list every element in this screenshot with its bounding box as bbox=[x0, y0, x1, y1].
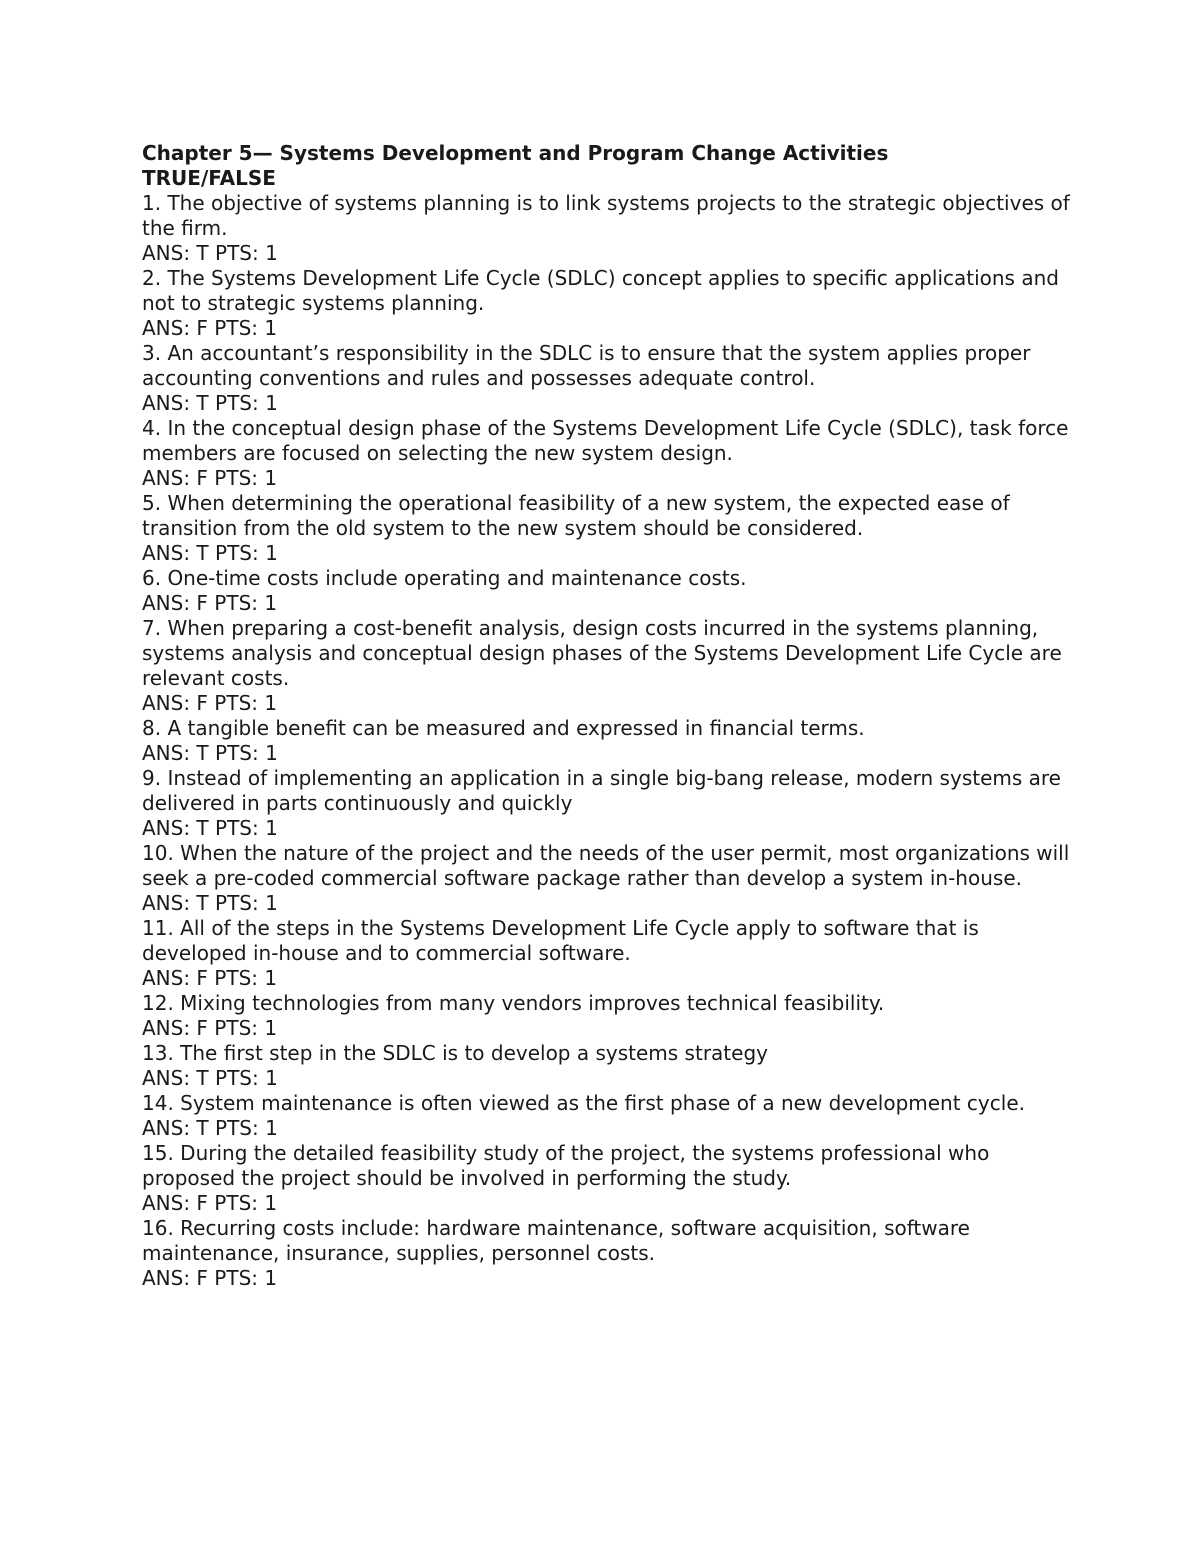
question-text: 8. A tangible benefit can be measured and expressed in financial terms. bbox=[142, 716, 865, 740]
question-text: 7. When preparing a cost-benefit analysis, design costs incurred in the systems planning, systems analysis and conceptual design phases of the Systems Development Life Cycle are relevant costs. bbox=[142, 616, 1062, 690]
answer-line: ANS: T PTS: 1 bbox=[142, 891, 278, 915]
question-text: 1. The objective of systems planning is to link systems projects to the strategic objectives of the firm. bbox=[142, 191, 1070, 240]
answer-line: ANS: T PTS: 1 bbox=[142, 391, 278, 415]
question-item bbox=[142, 616, 1082, 716]
question-item bbox=[142, 191, 1082, 266]
answer-line: ANS: F PTS: 1 bbox=[142, 316, 278, 340]
question-text: 15. During the detailed feasibility study of the project, the systems professional who proposed the project should be involved in performing the study. bbox=[142, 1141, 990, 1190]
answer-line: ANS: F PTS: 1 bbox=[142, 1191, 278, 1215]
question-item bbox=[142, 1091, 1082, 1141]
question-text: 3. An accountant’s responsibility in the SDLC is to ensure that the system applies proper accounting conventions and rules and possesses adequate control. bbox=[142, 341, 1031, 390]
question-item bbox=[142, 1041, 1082, 1091]
section-heading: TRUE/FALSE bbox=[142, 166, 276, 190]
question-item bbox=[142, 841, 1082, 916]
question-item bbox=[142, 341, 1082, 416]
question-text: 4. In the conceptual design phase of the Systems Development Life Cycle (SDLC), task force members are focused on selecting the new system design. bbox=[142, 416, 1069, 465]
question-item bbox=[142, 916, 1082, 991]
question-text: 12. Mixing technologies from many vendors improves technical feasibility. bbox=[142, 991, 885, 1015]
answer-line: ANS: F PTS: 1 bbox=[142, 1016, 278, 1040]
question-text: 2. The Systems Development Life Cycle (SDLC) concept applies to specific applications and not to strategic systems planning. bbox=[142, 266, 1059, 315]
answer-line: ANS: F PTS: 1 bbox=[142, 466, 278, 490]
question-item bbox=[142, 416, 1082, 491]
question-list bbox=[142, 191, 1082, 1291]
question-text: 16. Recurring costs include: hardware maintenance, software acquisition, software maintenance, insurance, supplies, personnel costs. bbox=[142, 1216, 970, 1265]
question-item bbox=[142, 566, 1082, 616]
answer-line: ANS: F PTS: 1 bbox=[142, 691, 278, 715]
answer-line: ANS: T PTS: 1 bbox=[142, 541, 278, 565]
answer-line: ANS: F PTS: 1 bbox=[142, 1266, 278, 1290]
answer-line: ANS: T PTS: 1 bbox=[142, 241, 278, 265]
question-item bbox=[142, 766, 1082, 841]
answer-line: ANS: T PTS: 1 bbox=[142, 1116, 278, 1140]
question-text: 5. When determining the operational feasibility of a new system, the expected ease of transition from the old system to the new system should be considered. bbox=[142, 491, 1010, 540]
question-item bbox=[142, 991, 1082, 1041]
question-text: 6. One-time costs include operating and maintenance costs. bbox=[142, 566, 747, 590]
answer-line: ANS: F PTS: 1 bbox=[142, 591, 278, 615]
document-page bbox=[142, 141, 1082, 1291]
question-item bbox=[142, 716, 1082, 766]
question-text: 11. All of the steps in the Systems Development Life Cycle apply to software that is developed in-house and to commercial software. bbox=[142, 916, 979, 965]
question-text: 14. System maintenance is often viewed as the first phase of a new development cycle. bbox=[142, 1091, 1025, 1115]
chapter-title: Chapter 5— Systems Development and Program Change Activities bbox=[142, 141, 889, 165]
answer-line: ANS: T PTS: 1 bbox=[142, 1066, 278, 1090]
answer-line: ANS: F PTS: 1 bbox=[142, 966, 278, 990]
question-text: 9. Instead of implementing an application in a single big-bang release, modern systems are delivered in parts continuously and quickly bbox=[142, 766, 1061, 815]
question-text: 13. The first step in the SDLC is to develop a systems strategy bbox=[142, 1041, 768, 1065]
question-item bbox=[142, 266, 1082, 341]
answer-line: ANS: T PTS: 1 bbox=[142, 741, 278, 765]
answer-line: ANS: T PTS: 1 bbox=[142, 816, 278, 840]
question-item bbox=[142, 1216, 1082, 1291]
question-text: 10. When the nature of the project and the needs of the user permit, most organizations will seek a pre-coded commercial software package rather than develop a system in-house. bbox=[142, 841, 1070, 890]
question-item bbox=[142, 1141, 1082, 1216]
question-item bbox=[142, 491, 1082, 566]
